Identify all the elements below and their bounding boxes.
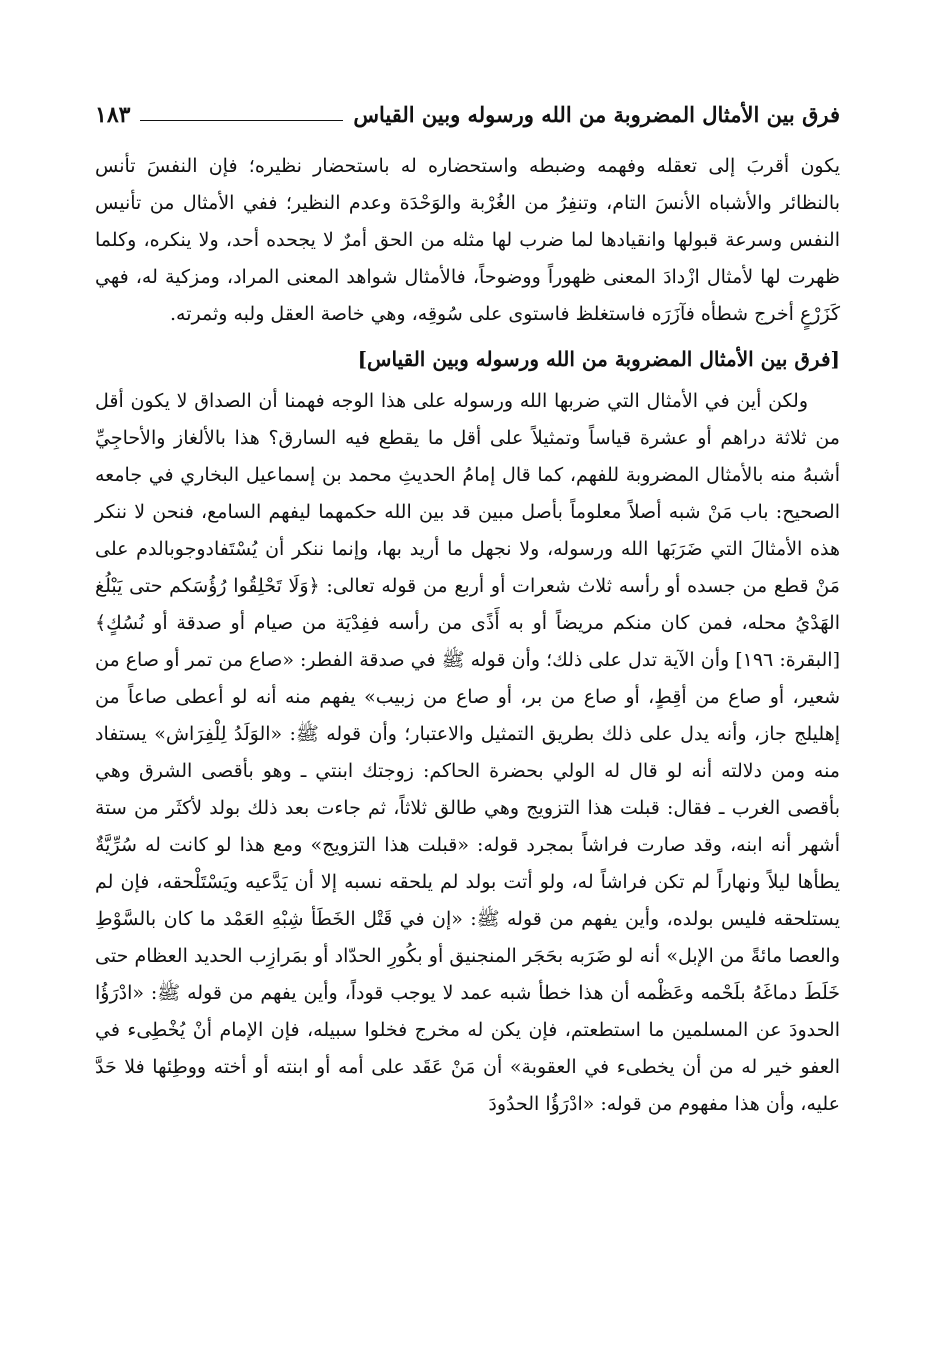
header-rule — [140, 120, 343, 121]
running-header — [95, 96, 840, 130]
section-heading: [فرق بين الأمثال المضروبة من الله ورسوله وبين القياس] — [357, 347, 840, 371]
book-page — [95, 96, 840, 1296]
body-text — [95, 148, 840, 1123]
running-title: فرق بين الأمثال المضروبة من الله ورسوله وبين القياس — [353, 102, 840, 127]
page-number: ١٨٣ — [95, 102, 131, 128]
paragraph-main: ولكن أين في الأمثال التي ضربها الله ورسوله على هذا الوجه فهمنا أن الصداق لا يكون أقل من ثلاثة دراهم أو عشرة قياساً وتمثيلاً على أقل ما يقطع فيه السارق؟ هذا بالألغاز والأحاجِيِّ أشبهُ منه بالأمثال المضروبة للفهم، كما قال إمامُ الحديثِ محمد بن إسماعيل البخاري في جامعه الصحيح: باب مَنْ شبه أصلاً معلوماً بأصل مبين قد بين الله حكمهما ليفهم السامع، فنحن لا ننكر هذه الأمثالَ التي ضَرَبَها الله ورسوله، ولا نجهل ما أريد بها، وإنما ننكر أن يُسْتَفادوجوبالدم على مَنْ قطع من جسده أو رأسه ثلاث شعرات أو أربع من قوله تعالى: ﴿وَلَا تَحْلِقُوا رُؤُسَكم حتى يَبْلُغ الهَدْيُ محله، فمن كان منكم مريضاً أو به أَذًى من رأسه ففِدْيَة من صيام أو صدقة أو نُسُكٍ﴾ [البقرة: ١٩٦] وأن الآية تدل على ذلك؛ وأن قوله ﷺ في صدقة الفطر: «صاع من تمر أو صاع من شعير، أو صاع من أقِطٍ، أو صاع من بر، أو صاع من زبيب» يفهم منه أنه لو أعطى صاعاً من إهليلج جاز، وأنه يدل على ذلك بطريق التمثيل والاعتبار؛ وأن قوله ﷺ: «الوَلَدُ لِلْفِرَاش» يستفاد منه ومن دلالته أنه لو قال له الولي بحضرة الحاكم: زوجتك ابنتي ـ وهو بأقصى الشرق وهي بأقصى الغرب ـ فقال: قبلت هذا التزويج وهي طالق ثلاثاً، ثم جاءت بعد ذلك بولد لأكثَر من ستة أشهر أنه ابنه، وقد صارت فراشاً بمجرد قوله: «قبلت هذا التزويج» ومع هذا لو كانت له سُرِّيَّةٌ يطأها ليلاً ونهاراً لم تكن فراشاً له، ولو أتت بولد لم يلحقه نسبه إلا أن يَدَّعيه ويَسْتَلْحقه، فإن لم يستلحقه فليس بولده، وأين يفهم من قوله ﷺ: «إن في قَتْل الخَطَأ شِبْهِ العَمْد ما كان بالسَّوْطِ والعصا مائةً من الإبل» أنه لو ضَرَبه بحَجَر المنجنيق أو بكُورِ الحدّاد أو بمَرازِب الحديد العظام حتى خَلَطَ دماغَهُ بلَحْمه وعَظْمه أن هذا خطأ شبه عمد لا يوجب قوداً، وأين يفهم من قوله ﷺ: «ادْرَؤُا الحدودَ عن المسلمين ما استطعتم، فإن يكن له مخرج فخلوا سبيله، فإن الإمام أنْ يُخْطِىء في العفو خير له من أن يخطىء في العقوبة» أن مَنْ عَقَد على أمه أو ابنته أو أخته ووطِئها فلا حَدَّ عليه، وأن هذا مفهوم من قوله: «ادْرَؤُا الحدُودَ — [95, 390, 840, 1115]
paragraph-continued: يكون أقربَ إلى تعقله وفهمه وضبطه واستحضاره له باستحضار نظيره؛ فإن النفسَ تأنس بالنظائر والأشباه الأنسَ التام، وتنفِرُ من الغُرْبة والوَحْدَة وعدم النظير؛ ففي الأمثال من تأنيس النفس وسرعة قبولها وانقيادها لما ضرب لها مثله من الحق أمرٌ لا يجحده أحد، ولا ينكره، وكلما ظهرت لها لأمثال ازْدادَ المعنى ظهوراً ووضوحاً، فالأمثال شواهد المعنى المراد، ومزكية له، فهي كَزَرْعٍ أخرج شطأه فآزَرَه فاستغلظ فاستوى على سُوقِه، وهي خاصة العقل ولبه وثمرته. — [95, 155, 840, 325]
